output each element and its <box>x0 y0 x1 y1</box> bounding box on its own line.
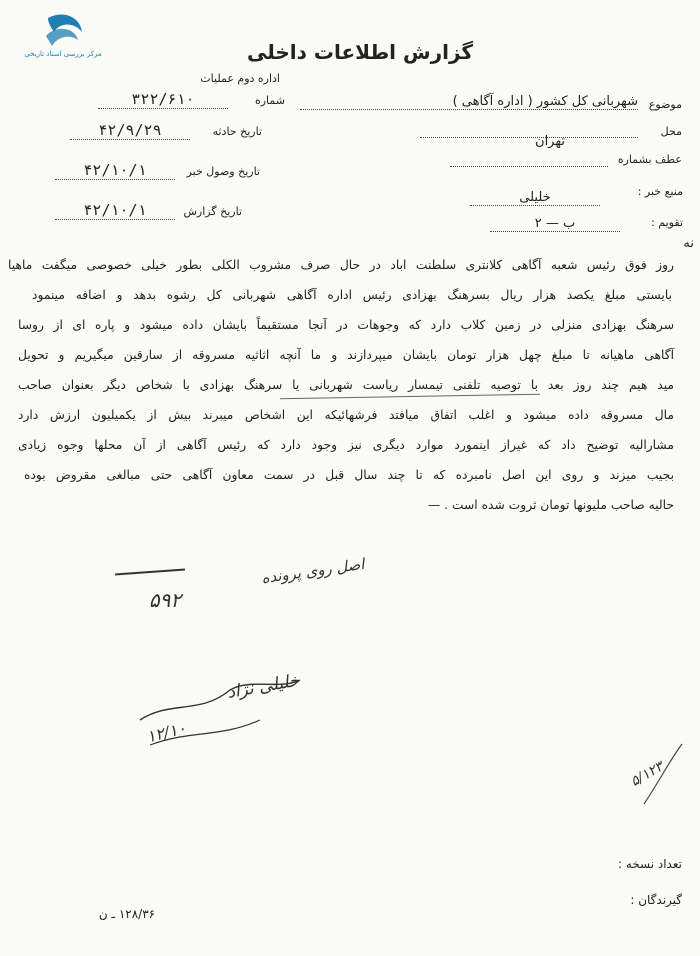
source-value: خلیلی <box>470 190 600 206</box>
number-label: شماره <box>254 94 285 107</box>
body-line-1: روز فوق رئیس شعبه آگاهی کلانتری سلطنت اباد در حال صرف مشروب الکلی بطور خیلی خصوصی میگفت ماهیا <box>8 258 674 272</box>
report-date-label: تاریخ گزارش <box>183 205 242 218</box>
incident-date-label: تاریخ حادثه <box>212 125 262 138</box>
body-line-8: بجیب میزند و روی این اصل نامبرده که تا چند سال قبل در سمت معاون آگاهی حتی مبالغی مقروض بوده <box>24 468 674 482</box>
margin-note: نه <box>683 236 694 251</box>
body-line-3: سرهنگ بهزادی منزلی در زمین کلاب دارد که وجوهات در آنجا مستقیماً بایشان داده میشود و پاره ای از روسا <box>18 318 674 332</box>
copies-label: تعداد نسخه : <box>617 857 682 871</box>
number-value: ۳۲۲/۶۱۰ <box>98 90 228 109</box>
source-label: منبع خبر : <box>637 185 683 198</box>
place-label: محل <box>660 125 682 138</box>
signature-date: ۱۲/۱۰ <box>144 718 188 747</box>
place-value: تهران <box>535 134 565 149</box>
handwritten-note: اصل روی پرونده <box>260 554 366 588</box>
document-title: گزارش اطلاعات داخلی <box>246 40 474 64</box>
reference-label: عطف بشماره <box>617 153 682 166</box>
side-scribble-icon <box>630 740 690 810</box>
body-line-2: بایستی مبلغ یکصد هزار ریال بسرهنگ بهزادی رئیس اداره آگاهی شهربانی کل رشوه بدهد و اضافه مینمود <box>32 288 672 302</box>
side-handwritten-note: ۵/۱۲۳ <box>628 758 667 790</box>
body-line-6: مال مسروقه داده میشود و اغلب اتفاق میافتد فرشهائیکه این اشخاص میبرند بیش از یکمیلیون ارزش دارد <box>18 408 674 422</box>
signature-name: خلیلی نژاد <box>225 670 301 703</box>
incident-date-value: ۴۲/۹/۲۹ <box>70 121 190 140</box>
body-underline <box>280 393 540 400</box>
body-line-7: مشارالیه توضیح داد که غیراز اینمورد موارد دیگری نیز وجود دارد که رئیس آگاهی از آن محلها وجوه زیادی <box>18 438 674 452</box>
rating-label: تقویم : <box>651 216 683 229</box>
reference-line <box>450 165 608 167</box>
body-line-4: آگاهی ماهیانه تا مبلغ چهل هزار تومان بایشان میپردازند و ما آنچه اثاثیه مسروقه از سارقین میگیریم و تحویل <box>18 348 674 362</box>
report-date-value: ۴۲/۱۰/۱ <box>55 201 175 220</box>
received-date-value: ۴۲/۱۰/۱ <box>55 161 175 180</box>
department-label: اداره دوم عملیات <box>200 72 280 85</box>
body-line-5: مید هیم چند روز بعد با توصیه تلفنی تیمسار ریاست شهربانی یا سرهنگ بهزادی با شخاص دیگر بعنوان صاحب <box>18 378 674 392</box>
handwritten-dash <box>115 568 185 576</box>
handwritten-number: ۵۹۲ <box>148 588 182 612</box>
subject-value: شهربانی کل کشور ( اداره آگاهی ) <box>300 94 638 110</box>
rating-value: ب — ۲ <box>490 216 620 232</box>
logo-caption: مرکز بررسی اسناد تاریخی <box>24 50 102 58</box>
document-code: ۱۲۸/۳۶ ـ ن <box>98 907 156 921</box>
subject-label: موضوع <box>648 98 682 111</box>
signature-scribble-icon <box>130 660 310 750</box>
received-date-label: تاریخ وصول خبر <box>186 165 260 178</box>
body-line-9: حالیه صاحب ملیونها تومان ثروت شده است . — <box>427 498 674 512</box>
recipients-label: گیرندگان : <box>630 893 682 907</box>
